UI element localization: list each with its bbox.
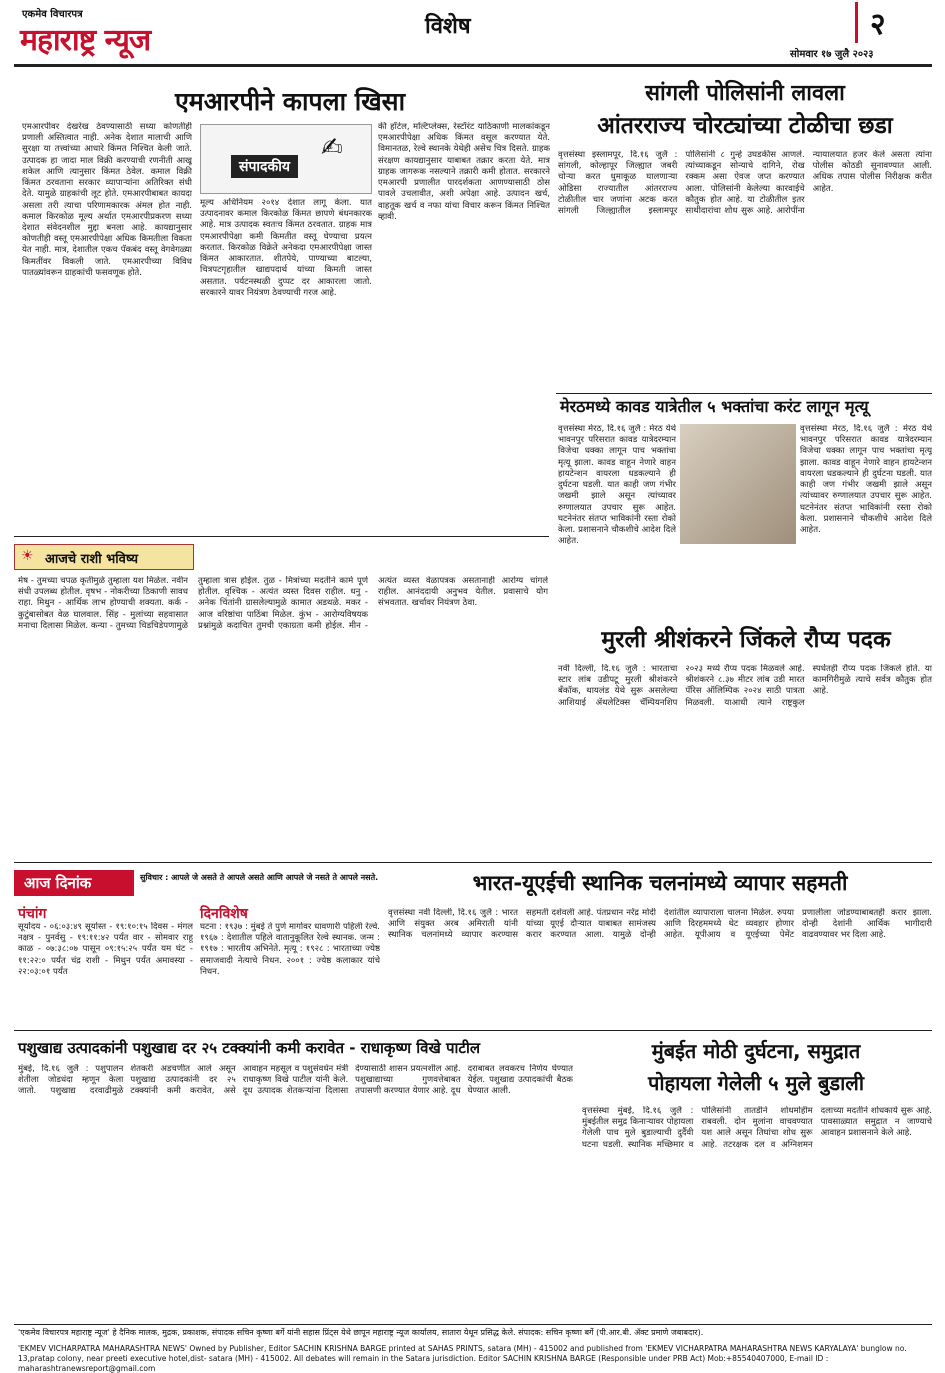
uae-headline: भारत-यूएईची स्थानिक चलनांमध्ये व्यापार सहमती [472, 871, 848, 895]
editorial-logo-label: संपादकीय [231, 155, 298, 178]
subhashit-label: सुविचार : [140, 873, 169, 882]
divider [14, 1030, 932, 1031]
sangli-headline-2: आंतरराज्य चोरट्यांच्या टोळीचा छडा [597, 113, 893, 139]
mumbai-headline-1: मुंबईत मोठी दुर्घटना, समुद्रात [651, 1039, 861, 1063]
vikhe-body: मुंबई, दि.१६ जुलै : पशुपालन शेतीला जोडधंदा म्हणून केला जातो. पशुखाद्य दरवाढीमुळे शेतकरी अडचणीत आले असून पशुखाद्य उत्पादकांनी दर २५ टक्क्यांनी कमी करावेत, असे आवाहन महसूल व पशुसंवर्धन मंत्री राधाकृष्ण विखे पाटील यांनी केले. दूध उत्पादक शेतकऱ्यांना दिलासा देण्यासाठी शासन प्रयत्नशील आहे. पशुखाद्याच्या गुणवत्तेबाबत तपासणी करण्यात येणार आहे. दूध दराबाबत लवकरच निर्णय घेण्यात येईल. पशुखाद्य उत्पादकांची बैठक घेण्यात आली. [18, 1064, 573, 1097]
mumbai-headline-2: पोहायला गेलेली ५ मुले बुडाली [647, 1071, 865, 1095]
editorial-col1: एमआरपीवर देखरेख ठेवण्यासाठी सध्या कोणतीही प्रणाली अस्तित्वात नाही. अनेक देशात मालाची आणि सुरक्षा या तत्त्वांच्या आधारे किंमत निश्चित केली जाते. उत्पादक हा जादा माल विक्री करण्याची रणनीती आखू शकेल आणि त्यानुसार किंमत ठेवेल. कमाल विक्री किंमत ठरवताना सरकार व्यापाऱ्यांना अतिरिक्त संधी देते. यामुळे ग्राहकांची लूट होते. एमआरपीबाबत कायदा असला तरी त्याचा परिणामकारक अंमल होत नाही. कमाल किरकोळ मूल्य अर्थात एमआरपीप्रकरण सध्या देशात संवेदनशील मुद्दा बनला आहे. कायद्यानुसार कोणतीही वस्तू एमआरपीपेक्षा अधिक किमतीला विकता येत नाही. मात्र, देशातील एकच पॅकबंद वस्तू वेगवेगळ्या किमतींवर विकली जाते. एमआरपीच्या विविध पातळ्यांवरून ग्राहकांची फसवणूक होते. [22, 122, 192, 278]
meerut-headline: मेरठमध्ये कावड यात्रेतील ५ भक्तांचा करंट लागून मृत्यू [560, 397, 869, 416]
page-number: २ [855, 2, 886, 43]
tagline: एकमेव विचारपत्र [22, 9, 83, 20]
footer-marathi: 'एकमेव विचारपत्र महाराष्ट्र न्यूज' हे दैनिक मालक, मुद्रक, प्रकाशक, संपादक सचिन कृष्णा बर्गे यांनी सहास प्रिंट्स येथे छापून महाराष्ट्र न्यूज कार्यालय, सातारा येथून प्रसिद्ध केले. संपादक: सचिन कृष्णा बर्गे (पी.आर.बी. ॲक्ट प्रमाणे जबाबदार). [18, 1328, 704, 1337]
editorial-col3: की हॉटेल, मल्टिप्लेक्स, रेस्टॉरंट याठिकाणी मालकांकडून एमआरपीपेक्षा अधिक किंमत वसूल करण्यात येते. विमानतळ, रेल्वे स्थानके येथेही असेच चित्र दिसते. ग्राहक संरक्षण कायद्यानुसार याबाबत तक्रार करता येते. मात्र ग्राहक जागरूक नसल्याने तक्रारी कमी होतात. सरकारने एमआरपी प्रणालीत पारदर्शकता आणण्यासाठी ठोस पावले उचलावीत, अशी अपेक्षा आहे. उत्पादन खर्च, वाहतूक खर्च व नफा यांचा विचार करून किंमत निश्चित व्हावी. [378, 122, 550, 222]
mumbai-body: वृत्तसंस्था मुंबई, दि.१६ जुलै : मुंबईतील समुद्र किनाऱ्यावर पोहायला गेलेली पाच मुले बुडाल्याची दुर्दैवी घटना घडली. स्थानिक मच्छिमार व पोलिसांनी तातडीने शोधमोहीम राबवली. दोन मुलांना वाचवण्यात यश आले असून तिघांचा शोध सुरू आहे. तटरक्षक दल व अग्निशमन दलाच्या मदतीने शोधकार्य सुरू आहे. पावसाळ्यात समुद्रात न जाण्याचे आवाहन प्रशासनाने केले आहे. [582, 1106, 932, 1150]
masthead-rule [14, 64, 932, 67]
dinvishesh-title: दिनविशेष [200, 906, 248, 922]
divider [14, 1324, 932, 1325]
panchang-body: सूर्योदय - ०६:०३:४९ सूर्यास्त - १९:१०:१५ दिवस - मंगल नक्षत्र - पुनर्वसु - १९:११:४२ पर्यंत वार - सोमवार राहू काळ - ०७:३८:०७ पासून ०९:१५:२५ पर्यंत यम घंट - ११:२२:० पर्यंत चंद्र राशी - मिथुन पर्यंत अमावस्या - २२:०३:०१ पर्यंत [18, 922, 193, 977]
divider [14, 536, 549, 537]
sun-icon: ☀ [21, 548, 34, 564]
panchang-title: पंचांग [18, 906, 47, 922]
aaj-dinank-title: आज दिनांक [14, 870, 134, 896]
newspaper-title: महाराष्ट्र न्यूज [20, 23, 151, 58]
editorial-logo [200, 124, 372, 194]
shreeshankar-body: नवी दिल्ली, दि.१६ जुलै : भारताचा स्टार लांब उडीपटू मुरली श्रीशंकरने बँकॉक, थायलंड येथे सुरू असलेल्या आशियाई ॲथलेटिक्स चॅम्पियनशिप २०२३ मध्ये रौप्य पदक मिळवले आहे. श्रीशंकरने ८.३७ मीटर लांब उडी मारत पॅरिस ऑलिम्पिक २०२४ साठी पात्रता मिळवली. याआधी त्याने राष्ट्रकुल स्पर्धेतही रौप्य पदक जिंकले होते. या कामगिरीमुळे त्याचे सर्वत्र कौतुक होत आहे. [558, 664, 932, 708]
sangli-body: वृत्तसंस्था इस्लामपूर, दि.१६ जुलै : सांगली, कोल्हापूर जिल्ह्यात जबरी चोऱ्या करत धुमाकूळ घालणाऱ्या ओडिसा राज्यातील आंतरराज्य टोळीतील चार जणांना अटक करत सांगली जिल्ह्यातील इस्लामपूर पोलिसांनी ८ गुन्हे उघडकीस आणले. त्यांच्याकडून सोन्याचे दागिने, रोख रक्कम असा ऐवज जप्त करण्यात आला. पोलिसांनी केलेल्या कारवाईचे कौतुक होत आहे. या टोळीतील इतर साथीदारांचा शोध सुरू आहे. आरोपींना न्यायालयात हजर केले असता त्यांना पोलीस कोठडी सुनावण्यात आली. अधिक तपास पोलीस निरीक्षक करीत आहेत. [558, 150, 932, 217]
meerut-body-cont: वृत्तसंस्था मेरठ, दि.१६ जुलै : मेरठ येथे भावनपुर परिसरात कावड यात्रेदरम्यान विजेचा धक्का लागून पाच भक्तांचा मृत्यू झाला. कावड वाहून नेणारे वाहन हायटेन्शन वायरला धडकल्याने ही दुर्घटना घडली. यात काही जण गंभीर जखमी झाले असून त्यांच्यावर रुग्णालयात उपचार सुरू आहेत. घटनेनंतर संतप्त भाविकांनी रस्ता रोको केला. प्रशासनाने चौकशीचे आदेश दिले आहेत. [800, 424, 932, 535]
footer-english: 'EKMEV VICHARPATRA MAHARASHTRA NEWS' Owned by Publisher, Editor SACHIN KRISHNA BARGE printed at SAHAS PRINTS, satara (MH) - 415002 and published from 'EKMEV VICHARPATRA MAHARASHTRA NEWS KARYALAYA' bunglow no. 13,pratap colony, near preeti executive hotel,dist- satara (MH) - 415002. All debates will remain in the Satara jurisdiction. Editor SACHIN KRISHNA BARGE (Responsible under PRB Act) Mob:+85540407000, E-mail ID : maharashtranewsreport@gmail.com [18, 1344, 907, 1373]
rashi-title: आजचे राशी भविष्य [45, 552, 139, 567]
shreeshankar-headline: मुरली श्रीशंकरने जिंकले रौप्य पदक [601, 627, 891, 653]
editorial-headline: एमआरपीने कापला खिसा [174, 87, 406, 116]
section-title: विशेष [425, 14, 471, 39]
dinvishesh-body: घटना : १९३७ : मुंबई ते पुणे मार्गावर धावणारी पहिली रेल्वे. १९६७ : देशातील पहिले वातानुकूलित रेल्वे स्थानक. जन्म : १९१७ : भारतीय अभिनेते. मृत्यू : १९२८ : भारताच्या ज्येष्ठ समाजवादी नेत्याचे निधन. २००१ : ज्येष्ठ कलाकार यांचे निधन. [200, 922, 380, 977]
meerut-body: वृत्तसंस्था मेरठ, दि.१६ जुलै : मेरठ येथे भावनपुर परिसरात कावड यात्रेदरम्यान विजेचा धक्का लागून पाच भक्तांचा मृत्यू झाला. कावड वाहून नेणारे वाहन हायटेन्शन वायरला धडकल्याने ही दुर्घटना घडली. यात काही जण गंभीर जखमी झाले असून त्यांच्यावर रुग्णालयात उपचार सुरू आहेत. घटनेनंतर संतप्त भाविकांनी रस्ता रोको केला. प्रशासनाने चौकशीचे आदेश दिले आहेत. [558, 424, 676, 547]
sangli-headline-1: सांगली पोलिसांनी लावला [645, 81, 845, 106]
subhashit-text: आपले जे असते ते आपले असते आणि आपले जे नसते ते आपले नसते. [171, 873, 379, 882]
vikhe-headline: पशुखाद्य उत्पादकांनी पशुखाद्य दर २५ टक्क्यांनी कमी करावेत - राधाकृष्ण विखे पाटील [18, 1039, 481, 1057]
rashi-body: मेष - तुमच्या चपळ कृतीमुळे तुम्हाला यश मिळेल. नवीन संधी उपलब्ध होतील. वृषभ - नोकरीच्या ठिकाणी सावध राहा. मिथुन - आर्थिक लाभ होण्याची शक्यता. कर्क - कुटुंबासोबत वेळ घालवाल. सिंह - मुलांच्या सहवासात मनाचा दिलासा मिळेल. कन्या - तुमच्या चिडचिडेपणामुळे तुम्हाला त्रास होईल. तुळ - मित्रांच्या मदतीने कामे पूर्ण होतील. वृश्चिक - अत्यंत व्यस्त दिवस राहील. धनु - अनेक चिंतांनी ग्रासलेल्यामुळे कामात अडथळे. मकर - आज वरिष्ठांचा पाठिंबा मिळेल. कुंभ - आरोग्यविषयक प्रश्नांमुळे कदाचित तुमची एकाग्रता कमी होईल. मीन - अत्यंत व्यस्त वेळापत्रक असतानाही आरोग्य चांगले राहील. आनंददायी अनुभव येतील. प्रवासाचे योग संभवतात. खर्चावर नियंत्रण ठेवा. [18, 576, 548, 631]
rashi-band [14, 544, 194, 570]
divider [14, 862, 932, 863]
editorial-col2: मूल्य अधिनियम २०१४ देशात लागू केला. यात उत्पादनावर कमाल किरकोळ किंमत छापणे बंधनकारक आहे. मात्र उत्पादक स्वतःच किंमत ठरवतात. ग्राहक मात्र एमआरपीपेक्षा कमी किमतीत वस्तू घेण्याचा प्रयत्न करतात. किरकोळ विक्रेते अनेकदा एमआरपीपेक्षा जास्त किंमत आकारतात. शीतपेये, पाण्याच्या बाटल्या, चित्रपटगृहातील खाद्यपदार्थ यांच्या किमती जास्त असतात. पर्यटनस्थळी दुप्पट दर आकारला जातो. सरकारने यावर नियंत्रण ठेवण्याची गरज आहे. [200, 198, 372, 298]
subhashit [140, 872, 380, 883]
pen-icon: ✍ [321, 133, 343, 163]
dateline: सोमवार १७ जुलै २०२३ [790, 49, 874, 60]
kavad-yatra-photo [680, 424, 796, 544]
divider [556, 393, 932, 394]
uae-body: वृत्तसंस्था नवी दिल्ली, दि.१६ जुलै : भारत आणि संयुक्त अरब अमिराती यांनी स्थानिक चलनांमध्ये व्यापार करण्यास सहमती दर्शवली आहे. पंतप्रधान नरेंद्र मोदी यांच्या यूएई दौऱ्यात याबाबत सामंजस्य करार करण्यात आला. यामुळे दोन्ही देशांतील व्यापाराला चालना मिळेल. रुपया आणि दिरहममध्ये थेट व्यवहार होणार आहेत. यूपीआय व यूएईच्या पेमेंट प्रणालीला जोडण्याबाबतही करार झाला. दोन्ही देशांनी आर्थिक भागीदारी वाढवण्यावर भर दिला आहे. [388, 908, 932, 941]
